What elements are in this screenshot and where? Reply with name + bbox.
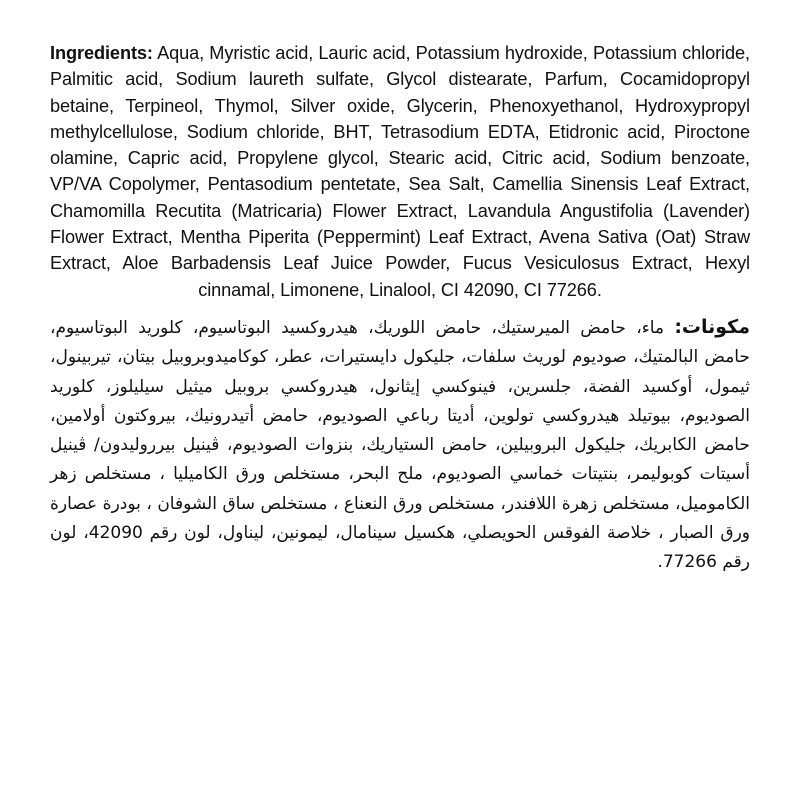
english-ingredients [50,40,750,303]
arabic-heading: مكونات: [674,315,750,338]
english-ingredient-list: Aqua, Myristic acid, Lauric acid, Potassium hydroxide, Potassium chloride, Palmitic acid, Sodium laureth sulfate, Glycol distearate, Parfum, Cocamidopropyl betaine, Terpineol, Thymol, Silver oxide, Glycerin, Phenoxyethanol, Hydroxypropyl methylcellulose, Sodium chloride, BHT, Tetrasodium EDTA, Etidronic acid, Piroctone olamine, Capric acid, Propylene glycol, Stearic acid, Citric acid, Sodium benzoate, VP/VA Copolymer, Pentasodium pentetate, Sea Salt, Camellia Sinensis Leaf Extract, Chamomilla Recutita (Matricaria) Flower Extract, Lavandula Angustifolia (Lavender) Flower Extract, Mentha Piperita (Peppermint) Leaf Extract, Avena Sativa (Oat) Straw Extract, Aloe Barbadensis Leaf Juice Powder, Fucus Vesiculosus Extract, Hexyl cinnamal, Limonene, Linalool, CI 42090, CI 77266. [50,43,750,300]
arabic-ingredient-list: ماء، حامض الميرستيك، حامض اللوريك، هيدروكسيد البوتاسيوم، كلوريد البوتاسيوم، حامض البالمتيك، صوديوم لوريث سلفات، جليكول دايستيرات، عطر، كوكاميدوبروبيل بيتان، تيربينول، ثيمول، أوكسيد الفضة، جلسرين، فينوكسي إيثانول، هيدروكسي بروبيل ميثيل سيليلوز، كلوريد الصوديوم، بيوتيلد هيدروكسي تولوين، أديتا رباعي الصوديوم، حامض أتيدرونيك، بيروكتون أولامين، حامض الكابريك، جليكول البروبيلين، حامض الستياريك، بنزوات الصوديوم، ڤينيل بيرروليدون/ ڤينيل أسيتات كوبوليمر، بنتيتات خماسي الصوديوم، ملح البحر، مستخلص ورق الكاميليا ، مستخلص زهر الكاموميل، مستخلص زهرة اللافندر، مستخلص ورق النعناع ، مستخلص ساق الشوفان ، بودرة عصارة ورق الصبار ، خلاصة الفوقس الحويصلي، هكسيل سينامال، ليمونين، ليناو‌ل، لون رقم 42090، لون رقم 77266. [50,317,750,573]
arabic-ingredients [50,313,750,578]
english-heading: Ingredients: [50,43,153,63]
ingredients-label [50,40,750,760]
